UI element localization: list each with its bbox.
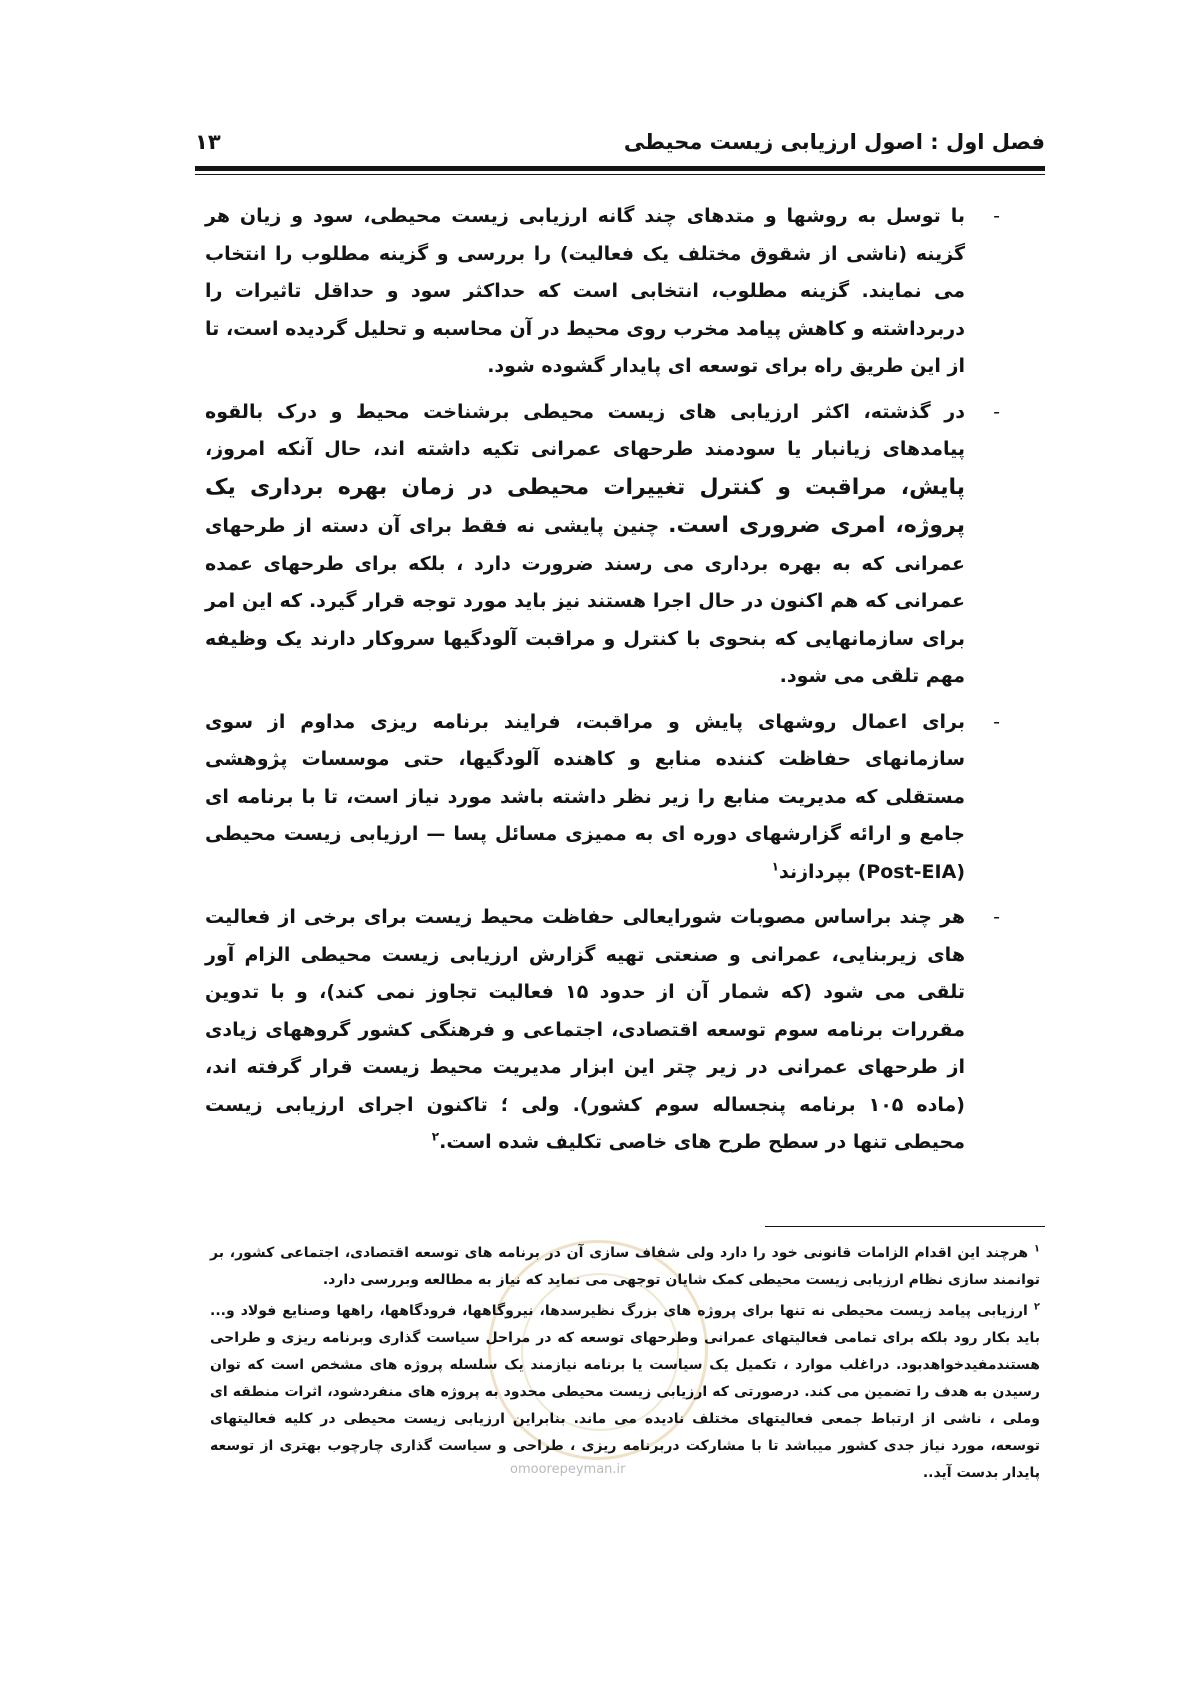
footnote-reference[interactable]: ۲ <box>431 1129 440 1144</box>
footnote-text: هرچند این اقدام الزامات قانونی خود را دارد ولی شفاف سازی آن در برنامه های توسعه اقتصادی، اجتماعی کشور، بر توانمند سازی نظام ارزیابی زیست محیطی کمک شایان توجهی می نماید که نیاز به مطالعه وبررسی دارد. <box>210 1245 1040 1288</box>
footnote-reference[interactable]: ۱ <box>771 859 779 874</box>
paragraph-text <box>205 704 965 892</box>
paragraph-text <box>205 899 965 1162</box>
paragraph-text <box>205 394 965 696</box>
bullet-dash: - <box>993 400 1000 423</box>
bullet-dash: - <box>993 710 1000 733</box>
watermark-url: omoorepeyman.ir <box>510 1462 626 1477</box>
footnotes <box>210 1240 1040 1491</box>
list-item <box>205 394 1000 696</box>
bullet-dash: - <box>993 205 1000 227</box>
list-item <box>205 899 1000 1162</box>
emphasized-text: پایش، مراقبت و کنترل تغییرات محیطی در زمان بهره برداری یک پروژه، امری ضروری است. <box>205 474 966 538</box>
header-rule-thick <box>195 166 1045 171</box>
paragraph-text-main: برای اعمال روشهای پایش و مراقبت، فرایند برنامه ریزی مداوم از سوی سازمانهای حفاظت کننده منابع و کاهنده آلودگیها، حتی موسسات پژوهشی مستقلی که مدیریت منابع را زیر نظر داشته باشد مورد نیاز است، تا با برنامه ای جامع و ارائه گزارشهای دوره ای به ممیزی مسائل پسا — ارزیابی زیست محیطی (Post-EIA) بپردازند <box>205 710 965 883</box>
paragraph-text-before: در گذشته، اکثر ارزیابی های زیست محیطی برشناخت محیط و درک بالقوه پیامدهای زیانبار یا سودمند طرحهای عمرانی تکیه داشته اند، حال آنکه امروز، <box>205 400 965 460</box>
paragraph-text-after: چنین پایشی نه فقط برای آن دسته از طرحهای عمرانی که به بهره برداری می رسند ضرورت دارد ، بلکه برای طرحهای عمده عمرانی که هم اکنون در حال اجرا هستند نیز باید مورد توجه قرار گیرد. که این امر برای سازمانهایی که بنحوی با کنترل و مراقبت آلودگیها سروکار دارند یک وظیفه مهم تلقی می شود. <box>205 515 965 687</box>
paragraph-text-main: هر چند براساس مصوبات شورایعالی حفاظت محیط زیست برای برخی از فعالیت های زیربنایی، عمرانی و صنعتی تهیه گزارش ارزیابی زیست محیطی الزام آور تلقی می شود (که شمار آن از حدود ۱۵ فعالیت تجاوز نمی کند)، و با تدوین مقررات برنامه سوم توسعه اقتصادی، اجتماعی و فرهنگی کشور گروههای زیادی از طرحهای عمرانی در زیر چتر این ابزار مدیریت محیط زیست قرار گرفته اند، (ماده ۱۰۵ برنامه پنجساله سوم کشور). ولی ؛ تاکنون اجرای ارزیابی زیست محیطی تنها در سطح طرح های خاصی تکلیف شده است. <box>205 906 966 1153</box>
footnote-marker: ۲ <box>1033 1301 1041 1313</box>
footnote <box>210 1240 1040 1294</box>
list-item <box>205 704 1000 892</box>
footnote-separator <box>765 1226 1045 1227</box>
chapter-title: فصل اول : اصول ارزیابی زیست محیطی <box>623 130 1045 154</box>
footnote-marker: ۱ <box>1033 1243 1041 1255</box>
page-number: ۱۳ <box>195 130 221 154</box>
body-text <box>205 198 1000 1170</box>
paragraph-text: با توسل به روشها و متدهای چند گانه ارزیابی زیست محیطی، سود و زیان هر گزینه (ناشی از شقوق مختلف یک فعالیت) را بررسی و گزینه مطلوب را انتخاب می نمایند. گزینه مطلوب، انتخابی است که حداکثر سود و حداقل تاثیرات را دربرداشته و کاهش پیامد مخرب روی محیط در آن محاسبه و تحلیل گردیده است، تا از این طریق راه برای توسعه ای پایدار گشوده شود. <box>205 205 965 377</box>
header-rule-thin <box>195 174 1045 175</box>
footnote-text: ارزیابی پیامد زیست محیطی نه تنها برای پروژه های بزرگ نظیرسدها، نیروگاهها، فرودگاهها، راهها وصنایع فولاد و... باید بکار رود بلکه برای تمامی فعالیتهای عمرانی وطرحهای توسعه که در مراحل سیاست گذاری وبرنامه ریزی و طراحی هستندمفیدخواهدبود. دراغلب موارد ، تکمیل یک سیاست یا برنامه نیازمند یک سلسله پروژه های مشخص است که توان رسیدن به هدف را تضمین می کند. درصورتی که ارزیابی زیست محیطی محدود به پروژه های منفردشود، اثرات منطقه ای وملی ، ناشی از ارتباط جمعی فعالیتهای مختلف نادیده می ماند. بنابراین ارزیابی زیست محیطی در کلیه فعالیتهای توسعه، مورد نیاز جدی کشور میباشد تا با مشارکت دربرنامه ریزی ، طراحی و سیاست گذاری چارچوب بهتری از توسعه پایدار بدست آید.. <box>210 1303 1040 1481</box>
list-item <box>205 198 1000 386</box>
running-header <box>195 128 1045 168</box>
footnote <box>210 1298 1040 1487</box>
bullet-dash: - <box>993 906 1000 928</box>
